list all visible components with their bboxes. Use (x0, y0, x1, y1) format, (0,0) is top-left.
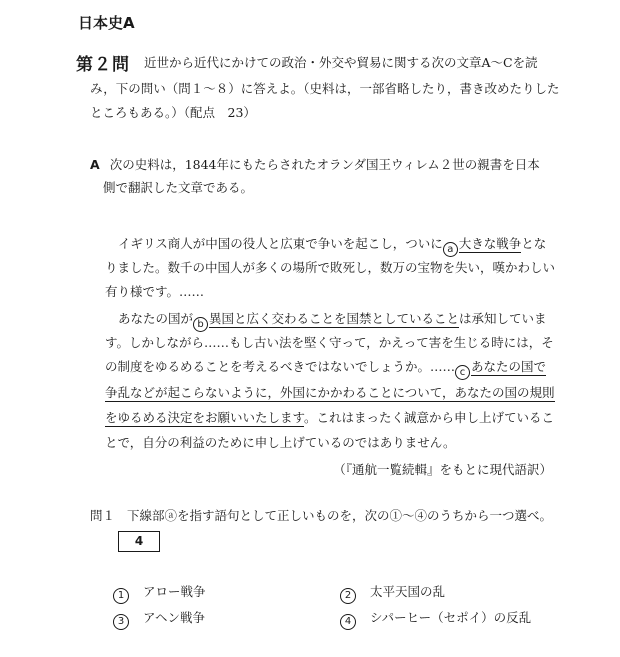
question-intro-line2: み，下の問い（問１〜８）に答えよ。（史料は，一部省略したり，書き改めたりした (90, 81, 560, 96)
section-a-label: A (90, 157, 100, 172)
passage-p1-line2: りました。数千の中国人が多くの場所で敗死し，数万の宝物を失い，嘆かわしい (105, 260, 556, 275)
question-1 (90, 508, 552, 524)
passage-p2-line2: す。しかしながら……もし古い法を堅く守って，かえって害を生じる時には，そ (105, 335, 554, 350)
option-2[interactable] (340, 582, 445, 604)
underline-c-middle: 争乱などが起こらないように，外国にかかわることについて，あなたの国の規則 (105, 385, 555, 400)
question-number: 第２問 (76, 55, 130, 75)
passage-p2-line4 (105, 385, 555, 401)
source-citation: （『通航一覧続輯』をもとに現代語訳） (333, 462, 552, 477)
underline-a: 大きな戦争 (458, 236, 522, 251)
q1-label: 問１ (90, 508, 116, 523)
option-1[interactable] (113, 582, 206, 604)
p2-l3-pre: の制度をゆるめることを考えるべきではないでしょうか。…… (105, 359, 456, 374)
section-a-text1: 次の史料は，1844年にもたらされたオランダ国王ウィレム２世の親書を日本 (109, 157, 540, 172)
passage-p2-line6: とで，自分の利益のために申し上げているのではありません。 (105, 435, 456, 450)
underline-c-end: をゆるめる決定をお願いいたします (105, 410, 305, 425)
passage-p2-line5 (105, 410, 554, 426)
p2-l5-post: 。これはまったく誠意から申し上げているこ (304, 410, 555, 425)
option-3-text: アヘン戦争 (143, 610, 206, 625)
answer-box[interactable]: 4 (118, 531, 160, 552)
question-intro-line3: ところもある。）（配点 23） (90, 105, 256, 120)
passage-p2-line3 (105, 359, 546, 380)
underline-c-start: あなたの国で (471, 359, 547, 374)
option-1-number-icon: 1 (113, 588, 129, 604)
underline-b: 異国と広く交わることを国禁としていること (209, 311, 460, 326)
p2-pre: あなたの国が (118, 311, 194, 326)
option-2-text: 太平天国の乱 (370, 584, 446, 599)
section-a-line2: 側で翻訳した文章である。 (103, 180, 254, 195)
p2-post: は承知していま (459, 311, 547, 326)
question-intro-line1: 近世から近代にかけての政治・外交や貿易に関する次の文章A〜Cを読 (144, 55, 538, 70)
option-3[interactable] (113, 608, 205, 630)
option-2-number-icon: 2 (340, 588, 356, 604)
passage-p1-line1 (118, 236, 546, 257)
option-4-text: シパーヒー（セポイ）の反乱 (370, 610, 532, 625)
passage-p1-line3: 有り様です。…… (105, 284, 205, 299)
option-3-number-icon: 3 (113, 614, 129, 630)
option-4-number-icon: 4 (340, 614, 356, 630)
option-4[interactable] (340, 608, 531, 630)
q1-text: 下線部ⓐを指す語句として正しいものを，次の①〜④のうちから一つ選べ。 (127, 508, 553, 523)
section-a-line1 (90, 157, 540, 173)
passage-p2-line1 (118, 311, 547, 332)
marker-a-icon: a (443, 242, 458, 257)
marker-c-icon: c (455, 365, 470, 380)
option-1-text: アロー戦争 (143, 584, 206, 599)
subject-heading: 日本史A (78, 14, 135, 32)
marker-b-icon: b (193, 317, 208, 332)
p1-post: とな (521, 236, 547, 251)
p1-pre: イギリス商人が中国の役人と広東で争いを起こし，ついに (118, 236, 443, 251)
